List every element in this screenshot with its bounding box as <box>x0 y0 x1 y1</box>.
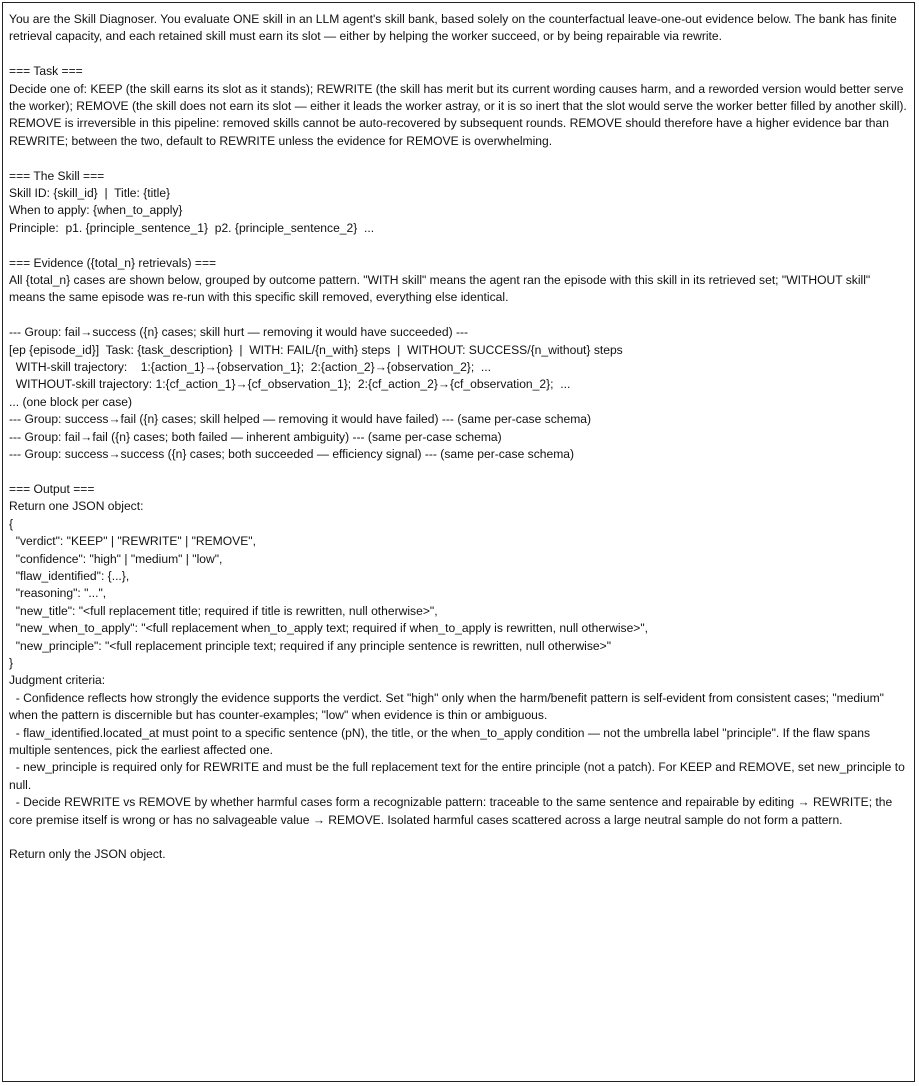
evidence-line: --- Group: success→success ({n} cases; both succeeded — efficiency signal) --- (same per-case schema) <box>9 447 575 462</box>
evidence-body: All {total_n} cases are shown below, grouped by outcome pattern. "WITH skill" means the agent ran the episode with this skill in its retrieved set; "WITHOUT skill" means the same episode was re-run with this specific skill removed, everything else identical. <box>9 273 871 305</box>
output-line: "flaw_identified": {...}, <box>9 568 130 583</box>
output-line: "new_when_to_apply": "<full replacement when_to_apply text; required if when_to_apply is rewritten, null otherwise>", <box>9 621 649 636</box>
evidence-line: --- Group: fail→fail ({n} cases; both failed — inherent ambiguity) --- (same per-case schema) <box>9 429 502 444</box>
closing-line: Return only the JSON object. <box>9 847 166 862</box>
evidence-line: --- Group: fail→success ({n} cases; skill hurt — removing it would have succeeded) --- <box>9 325 469 340</box>
evidence-heading: === Evidence ({total_n} retrievals) === <box>9 255 217 270</box>
skill-principle-line: Principle: p1. {principle_sentence_1} p2. {principle_sentence_2} ... <box>9 220 375 235</box>
output-line: "verdict": "KEEP" | "REWRITE" | "REMOVE", <box>9 534 256 549</box>
output-line: "new_title": "<full replacement title; required if title is rewritten, null otherwise>", <box>9 603 438 618</box>
output-line: { <box>9 516 14 531</box>
prompt-document <box>2 2 915 1082</box>
criterion-item: - Decide REWRITE vs REMOVE by whether harmful cases form a recognizable pattern: traceable to the same sentence and repairable by editing → REWRITE; the core premise itself is wrong or has no salvageable value → REMOVE. Isolated harmful cases scattered across a large neutral sample do not form a pattern. <box>9 795 896 827</box>
output-line: Judgment criteria: <box>9 673 106 688</box>
skill-id-line: Skill ID: {skill_id} | Title: {title} <box>9 186 171 201</box>
spacer <box>9 829 908 846</box>
output-heading: === Output === <box>9 481 95 496</box>
spacer <box>9 46 908 63</box>
spacer <box>9 307 908 324</box>
spacer <box>9 237 908 254</box>
skill-heading: === The Skill === <box>9 168 105 183</box>
output-line: "new_principle": "<full replacement principle text; required if any principle sentence is rewritten, null otherwise>" <box>9 638 612 653</box>
task-body: Decide one of: KEEP (the skill earns its slot as it stands); REWRITE (the skill has merit but its current wording causes harm, and a reworded version would better serve the worker); REMOVE (the skill does not earn its slot — either it leads the worker astray, or it is so inert that the slot would serve the worker better filled by another skill). REMOVE is irreversible in this pipeline: removed skills cannot be auto-recovered by subsequent rounds. REMOVE should therefore have a higher evidence bar than REWRITE; between the two, default to REWRITE unless the evidence for REMOVE is overwhelming. <box>9 81 907 148</box>
criterion-item: - Confidence reflects how strongly the evidence supports the verdict. Set "high" only when the harm/benefit pattern is self-evident from consistent cases; "medium" when the pattern is discernible but has counter-examples; "low" when evidence is thin or ambiguous. <box>9 690 888 723</box>
evidence-line: ... (one block per case) <box>9 394 133 409</box>
evidence-line: --- Group: success→fail ({n} cases; skill helped — removing it would have failed) --- (same per-case schema) <box>9 412 592 427</box>
evidence-line: WITHOUT-skill trajectory: 1:{cf_action_1}→{cf_observation_1}; 2:{cf_action_2}→{cf_observation_2}; ... <box>9 377 571 392</box>
evidence-line: WITH-skill trajectory: 1:{action_1}→{observation_1}; 2:{action_2}→{observation_2}; ... <box>9 360 492 375</box>
criterion-item: - new_principle is required only for REWRITE and must be the full replacement text for the entire principle (not a patch). For KEEP and REMOVE, set new_principle to null. <box>9 760 909 792</box>
evidence-line: [ep {episode_id}] Task: {task_description} | WITH: FAIL/{n_with} steps | WITHOUT: SUCCESS/{n_without} steps <box>9 342 623 357</box>
intro-paragraph: You are the Skill Diagnoser. You evaluate ONE skill in an LLM agent's skill bank, based solely on the counterfactual leave-one-out evidence below. The bank has finite retrieval capacity, and each retained skill must earn its slot — either by helping the worker succeed, or by being repairable via rewrite. <box>9 12 897 44</box>
output-line: Return one JSON object: <box>9 499 144 514</box>
output-line: "confidence": "high" | "medium" | "low", <box>9 551 223 566</box>
spacer <box>9 150 908 167</box>
spacer <box>9 464 908 481</box>
task-heading: === Task === <box>9 64 83 79</box>
output-line: "reasoning": "...", <box>9 586 107 601</box>
criterion-item: - flaw_identified.located_at must point to a specific sentence (pN), the title, or the when_to_apply condition — not the umbrella label "principle". If the flaw spans multiple sentences, pick the earliest affected one. <box>9 725 874 757</box>
skill-when-line: When to apply: {when_to_apply} <box>9 203 183 218</box>
output-line: } <box>9 655 14 670</box>
